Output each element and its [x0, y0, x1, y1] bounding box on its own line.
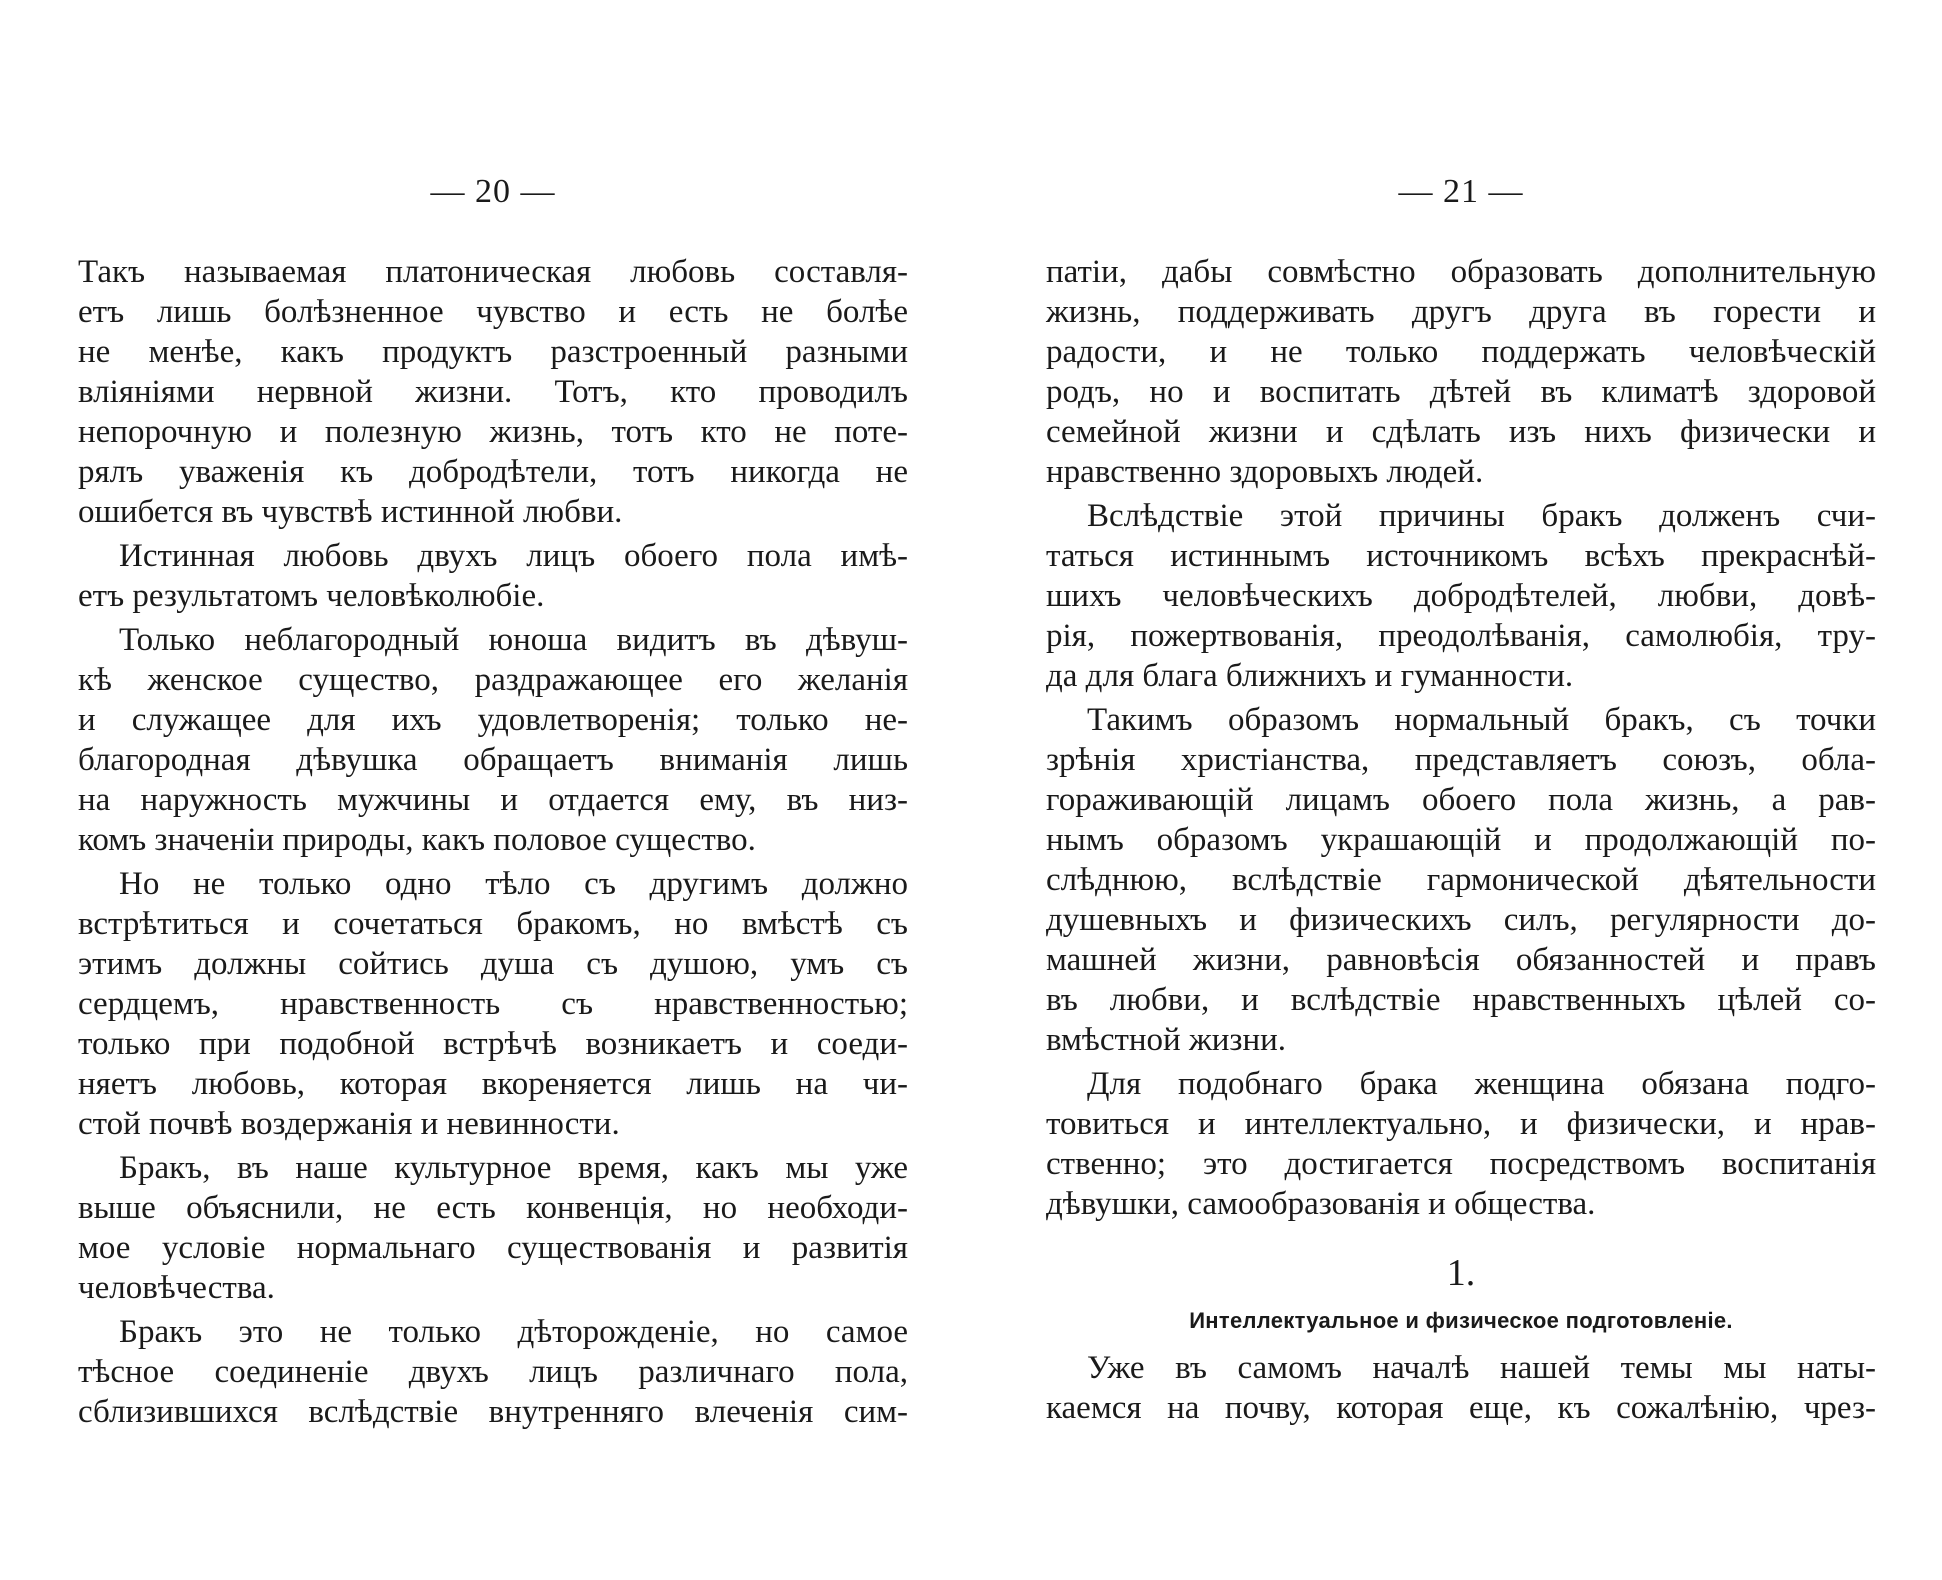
text-line: и служащее для ихъ удовлетворенія; только не-: [78, 702, 908, 738]
paragraph: [78, 252, 908, 532]
text-line: только при подобной встрѣчѣ возникаетъ и соеди-: [78, 1026, 908, 1062]
text-line: кѣ женское существо, раздражающее его желанія: [78, 662, 908, 698]
text-line: рялъ уваженія къ добродѣтели, тотъ никогда не: [78, 454, 908, 490]
text-line: Для подобнаго брака женщина обязана подго-: [1087, 1066, 1876, 1102]
page-number: — 21 —: [1398, 173, 1524, 210]
text-line: не менѣе, какъ продуктъ разстроенный разными: [78, 334, 908, 370]
section-heading: Интеллектуальное и физическое подготовленіе.: [1189, 1308, 1733, 1333]
text-line: ошибется въ чувствѣ истинной любви.: [78, 494, 623, 530]
section-number: 1.: [1446, 1252, 1476, 1294]
text-line: зрѣнія христіанства, представляетъ союзъ, обла-: [1046, 742, 1876, 778]
paragraph: [78, 536, 908, 616]
text-line: патіи, дабы совмѣстно образовать дополнительную: [1046, 254, 1876, 290]
text-line: встрѣтиться и сочетаться бракомъ, но вмѣстѣ съ: [78, 906, 908, 942]
text-line: каемся на почву, которая еще, къ сожалѣнію, чрез-: [1046, 1390, 1876, 1426]
text-line: етъ результатомъ человѣколюбіе.: [78, 578, 545, 614]
paragraph: [1046, 1348, 1876, 1428]
text-line: ственно; это достигается посредствомъ воспитанія: [1046, 1146, 1876, 1182]
text-line: семейной жизни и сдѣлать изъ нихъ физически и: [1046, 414, 1876, 450]
text-line: мое условіе нормальнаго существованія и развитія: [78, 1230, 908, 1266]
text-line: Вслѣдствіе этой причины бракъ долженъ счи-: [1087, 498, 1876, 534]
text-line: етъ лишь болѣзненное чувство и есть не болѣе: [78, 294, 908, 330]
text-line: жизнь, поддерживать другъ друга въ горести и: [1046, 294, 1876, 330]
text-line: Бракъ, въ наше культурное время, какъ мы уже: [119, 1150, 908, 1186]
text-line: Только неблагородный юноша видитъ въ дѣвуш-: [119, 622, 908, 658]
paragraph: [78, 1312, 908, 1432]
text-line: нымъ образомъ украшающій и продолжающій по-: [1046, 822, 1876, 858]
text-line: сердцемъ, нравственность съ нравственностью;: [78, 986, 908, 1022]
text-line: слѣднюю, вслѣдствіе гармонической дѣятельности: [1046, 862, 1876, 898]
text-line: душевныхъ и физическихъ силъ, регулярности до-: [1046, 902, 1876, 938]
text-line: комъ значеніи природы, какъ половое существо.: [78, 822, 756, 858]
text-line: вліяніями нервной жизни. Тотъ, кто проводилъ: [78, 374, 908, 410]
text-line: Такимъ образомъ нормальный бракъ, съ точки: [1087, 702, 1876, 738]
text-line: товиться и интеллектуально, и физически, и нрав-: [1046, 1106, 1876, 1142]
paragraph: [78, 864, 908, 1144]
paragraph: [1046, 1064, 1876, 1224]
text-line: человѣчества.: [78, 1270, 275, 1306]
text-line: шихъ человѣческихъ добродѣтелей, любви, довѣ-: [1046, 578, 1876, 614]
text-line: машней жизни, равновѣсія обязанностей и правъ: [1046, 942, 1876, 978]
text-line: радости, и не только поддержать человѣческій: [1046, 334, 1876, 370]
paragraph: [1046, 700, 1876, 1060]
text-line: да для блага ближнихъ и гуманности.: [1046, 658, 1574, 694]
text-line: Но не только одно тѣло съ другимъ должно: [119, 866, 908, 902]
paragraph: [78, 620, 908, 860]
text-line: благородная дѣвушка обращаетъ вниманія лишь: [78, 742, 908, 778]
text-line: таться истиннымъ источникомъ всѣхъ прекраснѣй-: [1046, 538, 1876, 574]
text-line: на наружность мужчины и отдается ему, въ низ-: [78, 782, 908, 818]
text-line: родъ, но и воспитать дѣтей въ климатѣ здоровой: [1046, 374, 1876, 410]
paragraph: [78, 1148, 908, 1308]
text-line: гораживающій лицамъ обоего пола жизнь, а рав-: [1046, 782, 1876, 818]
right-page: [971, 0, 1942, 1580]
text-line: няетъ любовь, которая вкореняется лишь на чи-: [78, 1066, 908, 1102]
text-line: тѣсное соединеніе двухъ лицъ различнаго пола,: [78, 1354, 908, 1390]
right-page-text: [1046, 252, 1876, 1432]
text-line: выше объяснили, не есть конвенція, но необходи-: [78, 1190, 908, 1226]
left-page-text: [78, 252, 908, 1436]
text-line: рія, пожертвованія, преодолѣванія, самолюбія, тру-: [1046, 618, 1876, 654]
text-line: Уже въ самомъ началѣ нашей темы мы наты-: [1087, 1350, 1876, 1386]
paragraph: [1046, 252, 1876, 492]
text-line: вмѣстной жизни.: [1046, 1022, 1287, 1058]
text-line: въ любви, и вслѣдствіе нравственныхъ цѣлей со-: [1046, 982, 1876, 1018]
text-line: Истинная любовь двухъ лицъ обоего пола имѣ-: [119, 538, 908, 574]
text-line: Бракъ это не только дѣторожденіе, но самое: [119, 1314, 908, 1350]
text-line: непорочную и полезную жизнь, тотъ кто не поте-: [78, 414, 908, 450]
text-line: сблизившихся вслѣдствіе внутренняго влеченія сим-: [78, 1394, 908, 1430]
text-line: стой почвѣ воздержанія и невинности.: [78, 1106, 620, 1142]
page-number: — 20 —: [430, 173, 556, 210]
text-line: этимъ должны сойтись душа съ душою, умъ съ: [78, 946, 908, 982]
text-line: Такъ называемая платоническая любовь составля-: [78, 254, 908, 290]
paragraph: [1046, 496, 1876, 696]
text-line: дѣвушки, самообразованія и общества.: [1046, 1186, 1596, 1222]
text-line: нравственно здоровыхъ людей.: [1046, 454, 1484, 490]
